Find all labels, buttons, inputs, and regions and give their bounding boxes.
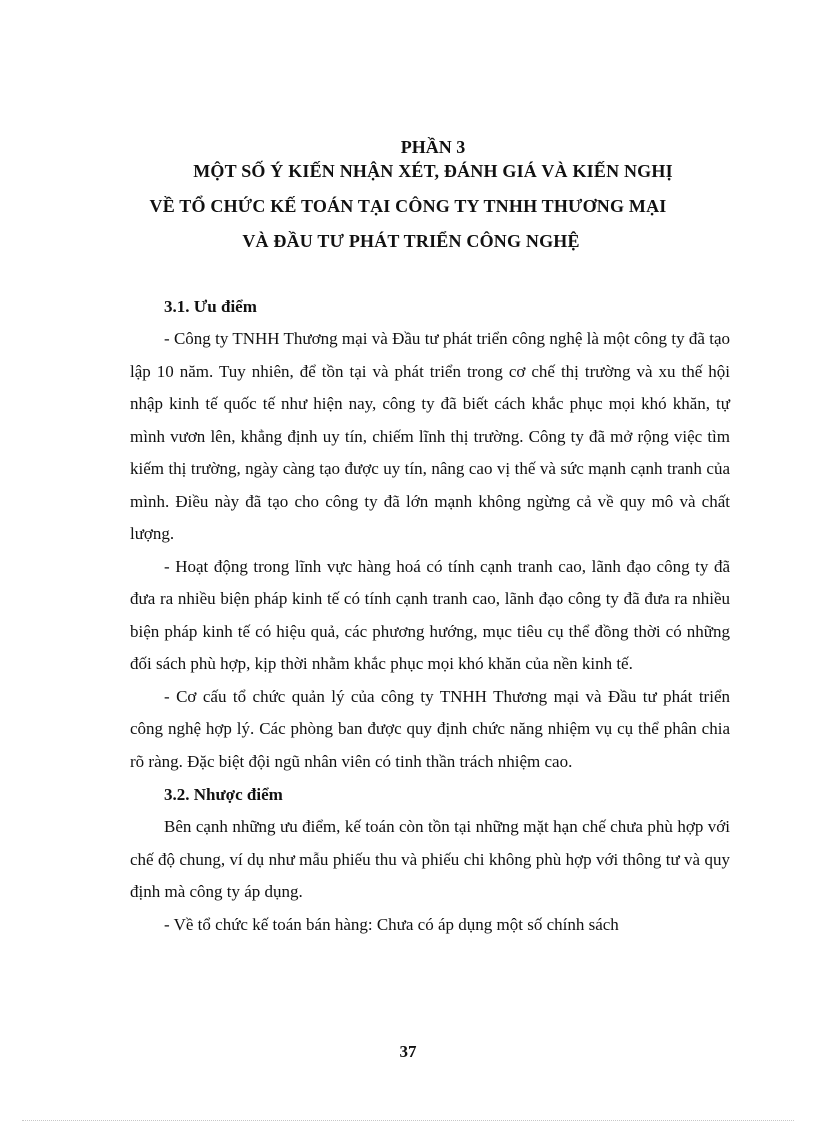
- chapter-title-line-2: VỀ TỔ CHỨC KẾ TOÁN TẠI CÔNG TY TNHH THƯƠNG MẠI: [149, 196, 667, 216]
- chapter-title-line-1: MỘT SỐ Ý KIẾN NHẬN XÉT, ĐÁNH GIÁ VÀ KIẾN NGHỊ: [193, 161, 673, 181]
- paragraph: - Hoạt động trong lĩnh vực hàng hoá có tính cạnh tranh cao, lãnh đạo công ty đã đưa ra nhiều biện pháp kinh tế có tính cạnh tranh cao, lãnh đạo công ty đã đưa ra nhiều biện pháp kinh tế có hiệu quả, các phương hướng, mục tiêu cụ thể đồng thời có những đối sách phù hợp, kịp thời nhằm khắc phục mọi khó khăn của nền kinh tế.: [130, 556, 730, 673]
- section-title-advantages: 3.1. Ưu điểm: [164, 297, 257, 316]
- page-number: 37: [399, 1042, 417, 1061]
- paragraph: - Về tổ chức kế toán bán hàng: Chưa có áp dụng một số chính sách: [164, 914, 619, 934]
- page-bottom-divider: [22, 1120, 794, 1121]
- chapter-title-line-3: VÀ ĐẦU TƯ PHÁT TRIỂN CÔNG NGHỆ: [242, 231, 580, 251]
- paragraph: - Công ty TNHH Thương mại và Đầu tư phát triển công nghệ là một công ty đã tạo lập 10 năm. Tuy nhiên, để tồn tại và phát triển trong cơ chế thị trường và xu thế hội nhập kinh tế quốc tế như hiện nay, công ty đã biết cách khắc phục mọi khó khăn, tự mình vươn lên, khẳng định uy tín, chiếm lĩnh thị trường. Công ty đã mở rộng việc tìm kiếm thị trường, ngày càng tạo được uy tín, nâng cao vị thế và sức mạnh cạnh tranh của mình. Điều này đã tạo cho công ty đã lớn mạnh không ngừng cả về quy mô và chất lượng.: [130, 329, 730, 543]
- paragraph: Bên cạnh những ưu điểm, kế toán còn tồn tại những mặt hạn chế chưa phù hợp với chế độ chung, ví dụ như mẫu phiếu thu và phiếu chi không phù hợp với thông tư và quy định mà công ty áp dụng.: [130, 817, 730, 901]
- document-body: [130, 290, 730, 941]
- part-label: PHẦN 3: [400, 137, 466, 157]
- paragraph: - Cơ cấu tổ chức quản lý của công ty TNHH Thương mại và Đầu tư phát triển công nghệ hợp lý. Các phòng ban được quy định chức năng nhiệm vụ cụ thể phân chia rõ ràng. Đặc biệt đội ngũ nhân viên có tinh thần trách nhiệm cao.: [130, 686, 730, 771]
- section-title-disadvantages: 3.2. Nhược điểm: [164, 785, 283, 804]
